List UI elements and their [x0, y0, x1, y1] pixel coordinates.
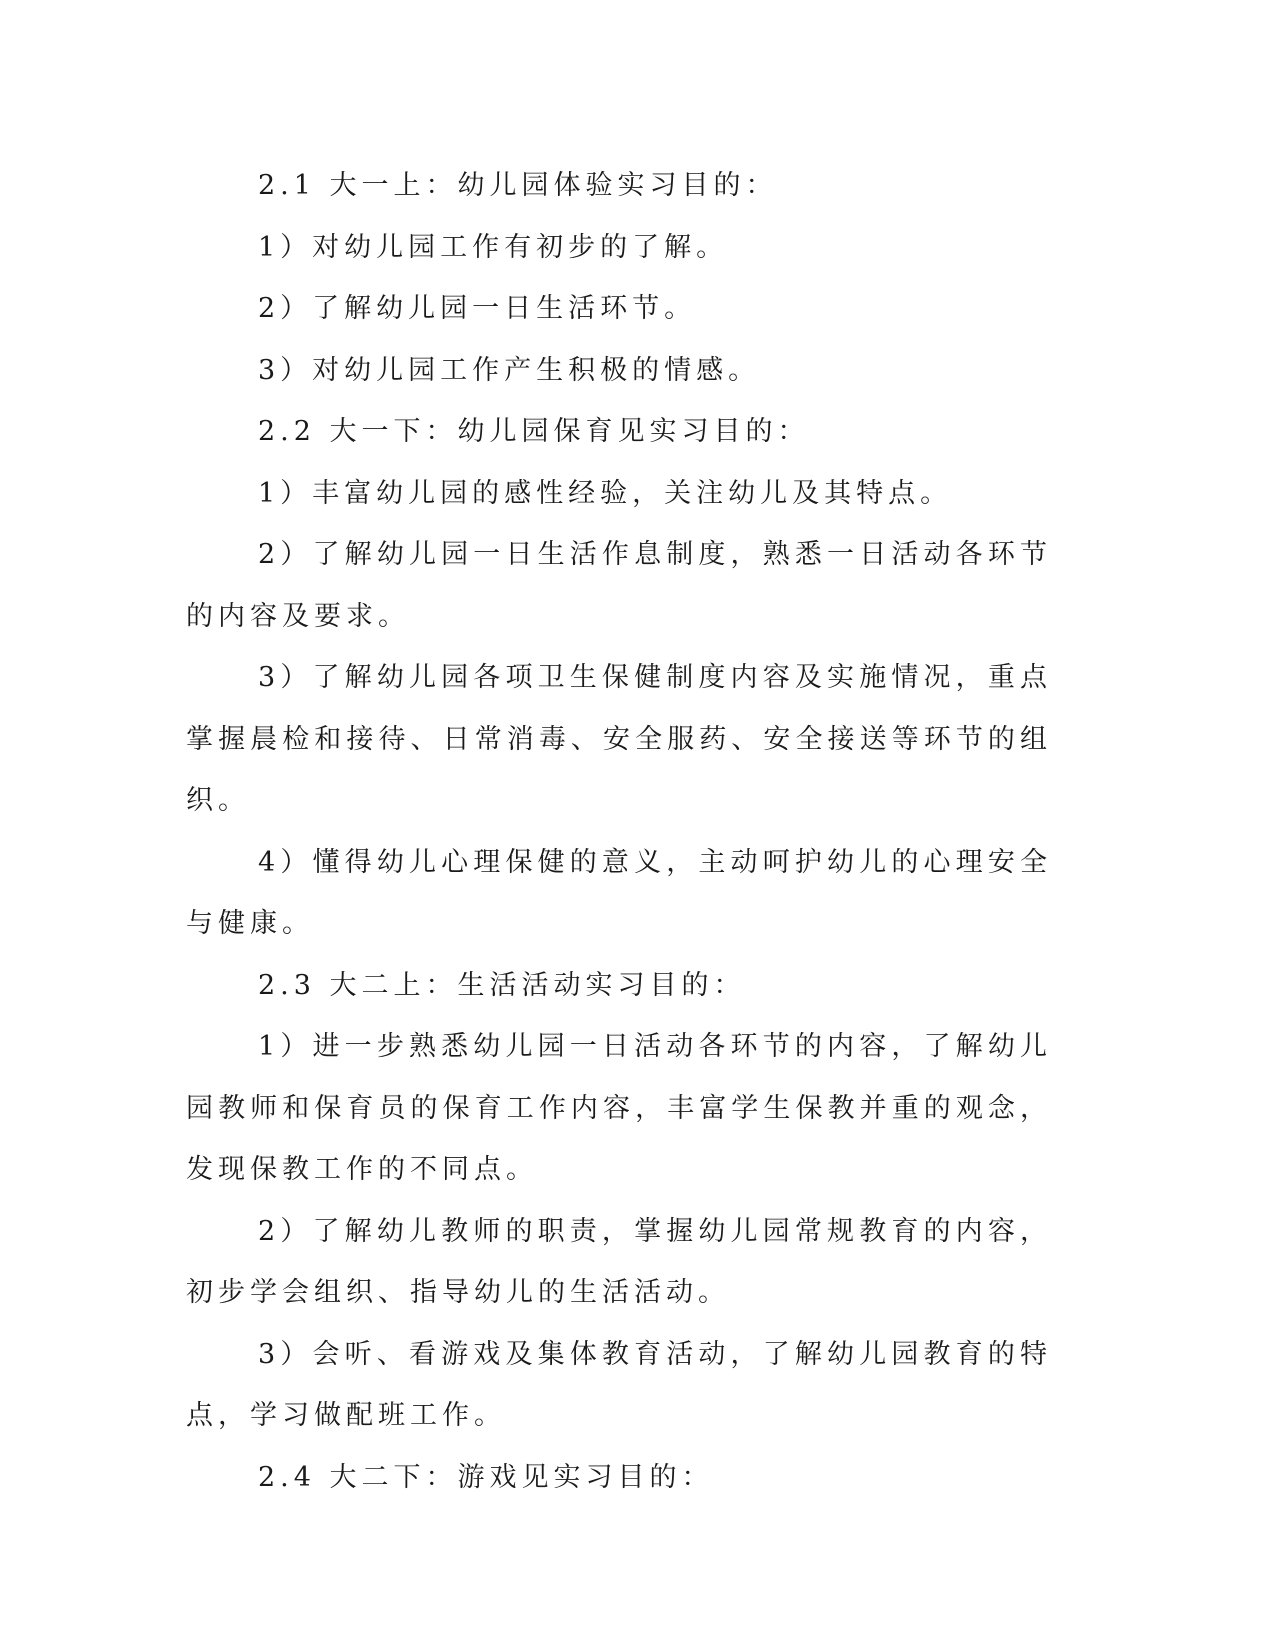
list-item: 4）懂得幼儿心理保健的意义，主动呵护幼儿的心理安全与健康。 — [186, 846, 1052, 939]
section-heading-2-3: 2.3 大二上：生活活动实习目的： — [258, 969, 746, 1001]
section-heading-2-4: 2.4 大二下：游戏见实习目的： — [258, 1461, 714, 1493]
list-item: 3）了解幼儿园各项卫生保健制度内容及实施情况，重点掌握晨检和接待、日常消毒、安全服药、安全接送等环节的组织。 — [186, 662, 1052, 816]
list-item: 1）丰富幼儿园的感性经验，关注幼儿及其特点。 — [258, 477, 953, 509]
list-item: 3）对幼儿园工作产生积极的情感。 — [258, 354, 761, 386]
section-heading-2-1: 2.1 大一上：幼儿园体验实习目的： — [258, 170, 778, 201]
document-page — [186, 155, 1052, 1508]
section-heading-2-2: 2.2 大一下：幼儿园保育见实习目的： — [258, 416, 810, 447]
list-item: 1）进一步熟悉幼儿园一日活动各环节的内容，了解幼儿园教师和保育员的保育工作内容，丰富学生保教并重的观念，发现保教工作的不同点。 — [186, 1031, 1052, 1185]
list-item: 3）会听、看游戏及集体教育活动，了解幼儿园教育的特点，学习做配班工作。 — [186, 1338, 1052, 1431]
list-item: 1）对幼儿园工作有初步的了解。 — [258, 231, 729, 263]
list-item: 2）了解幼儿教师的职责，掌握幼儿园常规教育的内容，初步学会组织、指导幼儿的生活活动。 — [186, 1215, 1052, 1308]
list-item: 2）了解幼儿园一日生活作息制度，熟悉一日活动各环节的内容及要求。 — [186, 539, 1052, 632]
list-item: 2）了解幼儿园一日生活环节。 — [258, 293, 697, 324]
